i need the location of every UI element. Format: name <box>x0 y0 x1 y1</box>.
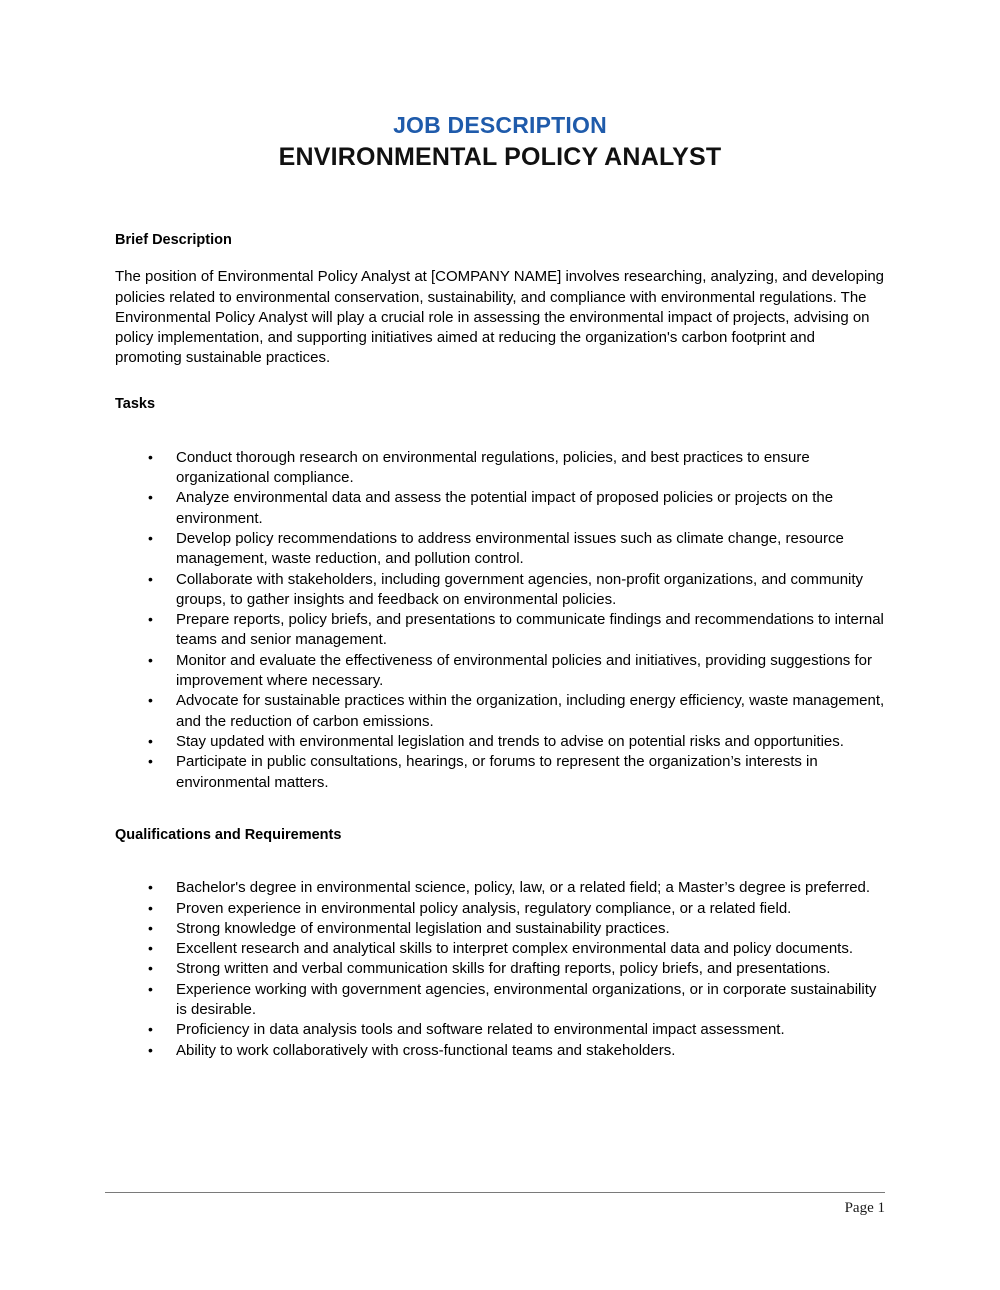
section-brief-description <box>115 232 885 368</box>
section-heading-brief-description: Brief Description <box>115 232 232 248</box>
list-item: • Develop policy recommendations to address environmental issues such as climate change, resource management, waste reduction, and pollution control. <box>115 529 885 570</box>
section-tasks <box>115 396 885 792</box>
page-footer <box>105 1192 885 1217</box>
list-item: • Stay updated with environmental legislation and trends to advise on potential risks and opportunities. <box>115 732 885 752</box>
document-title-main: JOB DESCRIPTION <box>393 112 607 138</box>
section-heading-qualifications-and-requirements: Qualifications and Requirements <box>115 826 342 843</box>
list-item: • Ability to work collaboratively with cross-functional teams and stakeholders. <box>115 1041 885 1061</box>
list-item: • Excellent research and analytical skills to interpret complex environmental data and policy documents. <box>115 939 885 959</box>
page-number-label: Page 1 <box>844 1200 885 1216</box>
spacer <box>115 793 885 827</box>
qualifications-list <box>115 878 885 1061</box>
list-item: • Strong knowledge of environmental legislation and sustainability practices. <box>115 919 885 939</box>
spacer <box>115 432 885 448</box>
section-qualifications-and-requirements <box>115 827 885 1061</box>
spacer <box>115 368 885 396</box>
list-item: • Prepare reports, policy briefs, and presentations to communicate findings and recommendations to internal teams and senior management. <box>115 610 885 651</box>
document-title-subtitle: ENVIRONMENTAL POLICY ANALYST <box>278 143 722 172</box>
document-header <box>0 0 1000 172</box>
list-item: • Experience working with government agencies, environmental organizations, or in corporate sustainability is desirable. <box>115 980 885 1021</box>
section-heading-tasks: Tasks <box>115 396 156 413</box>
list-item: • Collaborate with stakeholders, including government agencies, non-profit organizations, and community groups, to gather insights and feedback on environmental policies. <box>115 570 885 611</box>
list-item: • Analyze environmental data and assess the potential impact of proposed policies or projects on the environment. <box>115 488 885 529</box>
list-item: • Strong written and verbal communication skills for drafting reports, policy briefs, and presentations. <box>115 959 885 979</box>
list-item: • Bachelor's degree in environmental science, policy, law, or a related field; a Master’s degree is preferred. <box>115 878 885 898</box>
list-item: • Advocate for sustainable practices within the organization, including energy efficiency, waste management, and the reduction of carbon emissions. <box>115 691 885 732</box>
tasks-list <box>115 448 885 793</box>
list-item: • Participate in public consultations, hearings, or forums to represent the organization’s interests in environmental matters. <box>115 752 885 793</box>
brief-description-paragraph: The position of Environmental Policy Analyst at [COMPANY NAME] involves researching, analyzing, and developing policies related to environmental conservation, sustainability, and compliance with environmental regulations. The Environmental Policy Analyst will play a crucial role in assessing the environmental impact of projects, advising on policy implementation, and supporting initiatives aimed at reducing the organization's carbon footprint and promoting sustainable practices. <box>115 268 884 367</box>
list-item: • Conduct thorough research on environmental regulations, policies, and best practices to ensure organizational compliance. <box>115 448 885 489</box>
list-item: • Proficiency in data analysis tools and software related to environmental impact assessment. <box>115 1020 885 1040</box>
list-item: • Monitor and evaluate the effectiveness of environmental policies and initiatives, providing suggestions for improvement where necessary. <box>115 651 885 692</box>
document-body <box>115 232 885 1061</box>
spacer <box>115 862 885 878</box>
list-item: • Proven experience in environmental policy analysis, regulatory compliance, or a related field. <box>115 899 885 919</box>
